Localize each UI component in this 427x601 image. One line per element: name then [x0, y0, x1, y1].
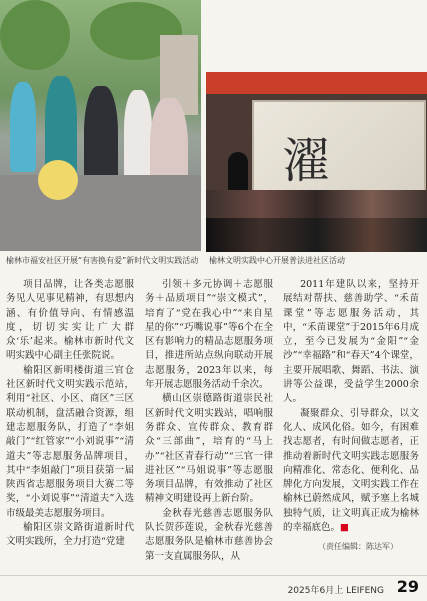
paragraph [283, 407, 419, 536]
article-column-2 [145, 278, 273, 562]
audience-row [206, 218, 427, 252]
street-ground [0, 175, 201, 251]
page-number: 29 [396, 577, 419, 596]
speaker-figure [228, 152, 248, 194]
presentation-screen [252, 100, 426, 200]
right-photo-caption: 榆林文明实践中心开展普法进社区活动 [209, 256, 345, 265]
responsible-editor: （责任编辑：陈达军） [318, 542, 398, 551]
flower-bouquet [38, 160, 78, 200]
screen-big-character: 濯 [282, 133, 331, 189]
footer-rule [0, 575, 427, 576]
issue-label: 2025年6月上 LEIFENG [287, 586, 384, 596]
photo-captions [0, 252, 427, 269]
community-event-photo [0, 0, 201, 251]
paragraph: 金秋春光慈善志愿服务队队长贺莎莲说，金秋春光慈善志愿服务队是榆林市慈善协会第一支直属服务队，从 [145, 507, 273, 562]
article-end-icon: ■ [340, 522, 349, 534]
person-figure [124, 90, 152, 186]
paragraph: 引领＋多元协调＋志愿服务＋品质项目”“崇文模式”，培育了“党在我心中”“来自星星的你”“巧嘴说事”等6个在全区有影响力的精品志愿服务项目，推进所站点纵向联动开展志愿服务，2023年以来，每年开展志愿服务活动千余次。 [145, 279, 273, 391]
paragraph: 榆阳区新明楼街道三官仓社区新时代文明实践示范站，利用“社区、小区、商区”三区联动机制，盘活融合资源，组建志愿服务队，打造了“李姐敲门”“红管家”“小刘说事”“清道夫”等志愿服务品牌项目，其中“李姐敲门”项目获第一届陕西省志愿服务项目大赛二等奖，“小刘说事”“清道夫”入选市级最美志愿服务项目。 [6, 364, 134, 519]
law-lecture-photo [206, 72, 427, 251]
person-figure [10, 82, 36, 172]
paragraph-text: 凝聚群众、引导群众，以文化人、成风化俗。如今，有困难找志愿者，有时间做志愿者，正推动着新时代文明实践志愿服务向精准化、常态化、便利化、品牌化方向发展，文明实践工作在榆林已蔚然成风，赋予塞上名城独特气质，让文明真正成为榆林的幸福底色。 [283, 407, 419, 534]
paragraph: 榆阳区崇文路街道新时代文明实践所，全力打造“党建 [6, 522, 134, 548]
article-column-1 [6, 278, 134, 548]
paragraph: 横山区崇德路街道崇民社区新时代文明实践站，唱响服务群众、宣传群众、教育群众“三部曲”，培育的“马上办”“社区青春行动”“三官一律进社区”“马姐说事”等志愿服务项目品牌，有效推动了社区精神文明建设再上新台阶。 [145, 393, 273, 505]
paragraph: 项目品牌，让各类志愿服务见人见事见精神，有思想内涵、有价值导向、有情感温度，切切实实让广大群众‘乐’起来。榆林市新时代文明实践中心副主任张院说。 [6, 279, 134, 362]
article-column-3 [283, 278, 419, 541]
left-photo-caption: 榆林市福安社区开展“有害换有爱”新时代文明实践活动 [6, 256, 199, 265]
page-footer [0, 575, 427, 601]
paragraph: 2011年建队以来，坚持开展结对帮扶、慈善助学、“禾苗课堂”等志愿服务活动，其中，“禾苗课堂”于2015年6月成立，至今已发展为“金阳”“金沙”“幸福路”和“春天”4个课堂，主要开展唱歌、舞蹈、书法、演讲等公益课，受益学生2000余人。 [283, 279, 419, 405]
red-banner [206, 72, 427, 94]
